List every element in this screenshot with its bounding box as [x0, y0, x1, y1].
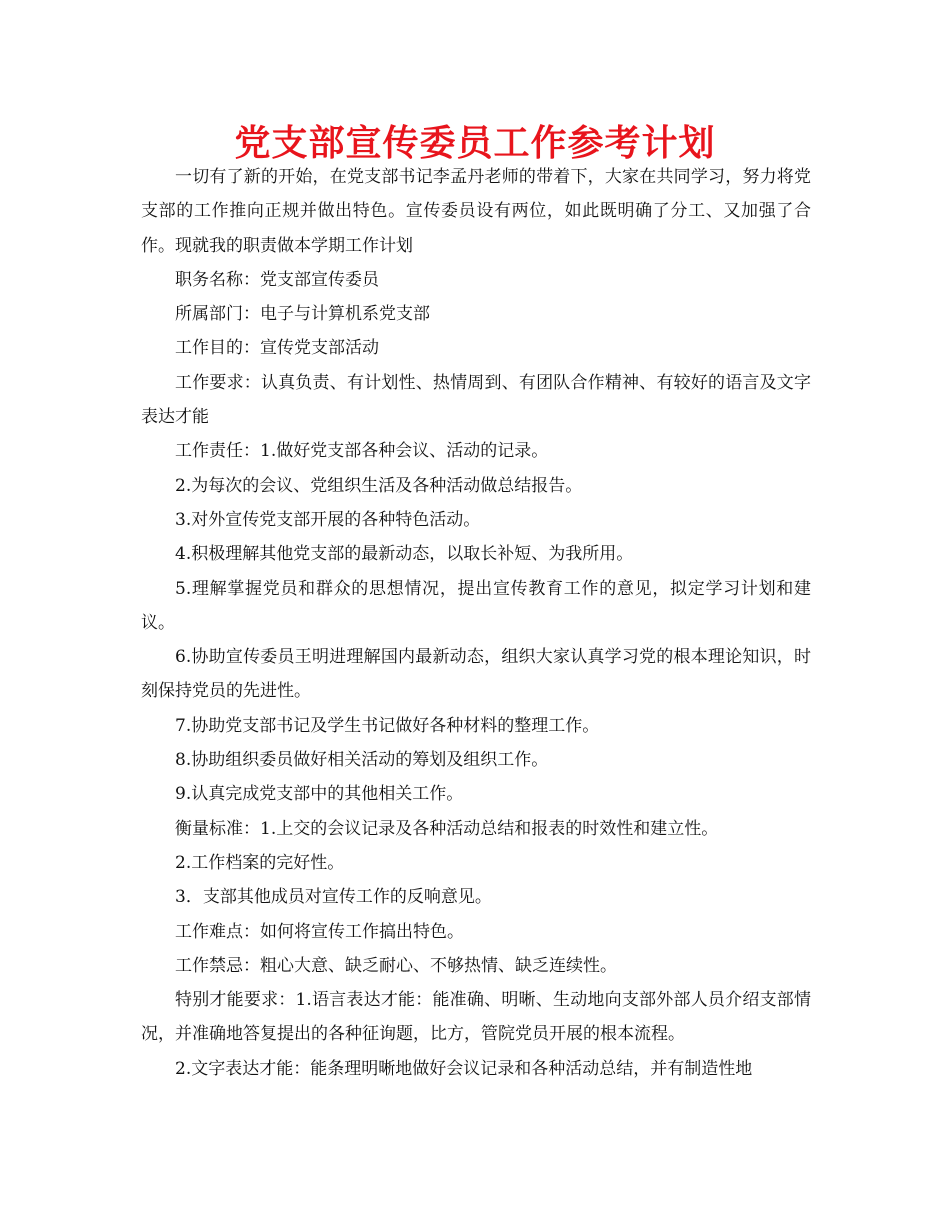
- paragraph-work-requirements: 工作要求：认真负责、有计划性、热情周到、有团队合作精神、有较好的语言及文字表达才能: [141, 372, 811, 428]
- paragraph-responsibility-3: 3.对外宣传党支部开展的各种特色活动。: [175, 509, 481, 530]
- paragraph-skill-2: 2.文字表达才能：能条理明晰地做好会议记录和各种活动总结，并有制造性地: [175, 1058, 753, 1079]
- paragraph-responsibility-4: 4.积极理解其他党支部的最新动态，以取长补短、为我所用。: [175, 544, 634, 565]
- document-body: [141, 160, 811, 1086]
- paragraph-difficulty: 工作难点：如何将宣传工作搞出特色。: [175, 921, 464, 942]
- paragraph-intro: 一切有了新的开始，在党支部书记李孟丹老师的带着下，大家在共同学习，努力将党支部的工作推向正规并做出特色。宣传委员设有两位，如此既明确了分工、又加强了合作。现就我的职责做本学期工作计划: [141, 167, 811, 256]
- document-title: 党支部宣传委员工作参考计划: [234, 123, 716, 164]
- paragraph-skill-1: 特别才能要求：1.语言表达才能：能准确、明晰、生动地向支部外部人员介绍支部情况，并准确地答复提出的各种征询题，比方，管院党员开展的根本流程。: [141, 990, 811, 1045]
- paragraph-position-name: 职务名称：党支部宣传委员: [175, 269, 379, 290]
- paragraph-responsibility-8: 8.协助组织委员做好相关活动的筹划及组织工作。: [175, 750, 549, 771]
- paragraph-standard-2: 2.工作档案的完好性。: [175, 852, 345, 873]
- paragraph-responsibility-9: 9.认真完成党支部中的其他相关工作。: [175, 784, 464, 805]
- paragraph-responsibility-5: 5.理解掌握党员和群众的思想情况，提出宣传教育工作的意见，拟定学习计划和建议。: [141, 578, 811, 633]
- paragraph-standard-1: 衡量标准：1.上交的会议记录及各种活动总结和报表的时效性和建立性。: [175, 818, 719, 839]
- paragraph-responsibility-6: 6.协助宣传委员王明进理解国内最新动态，组织大家认真学习党的根本理论知识，时刻保持党员的先进性。: [141, 647, 811, 702]
- paragraph-work-purpose: 工作目的：宣传党支部活动: [175, 338, 379, 359]
- paragraph-department: 所属部门：电子与计算机系党支部: [175, 304, 430, 325]
- paragraph-responsibility-1: 工作责任：1.做好党支部各种会议、活动的记录。: [175, 441, 549, 462]
- paragraph-standard-3: 3．支部其他成员对宣传工作的反响意见。: [175, 887, 492, 908]
- paragraph-taboos: 工作禁忌：粗心大意、缺乏耐心、不够热情、缺乏连续性。: [175, 955, 617, 976]
- paragraph-responsibility-2: 2.为每次的会议、党组织生活及各种活动做总结报告。: [175, 475, 583, 496]
- paragraph-responsibility-7: 7.协助党支部书记及学生书记做好各种材料的整理工作。: [175, 715, 600, 736]
